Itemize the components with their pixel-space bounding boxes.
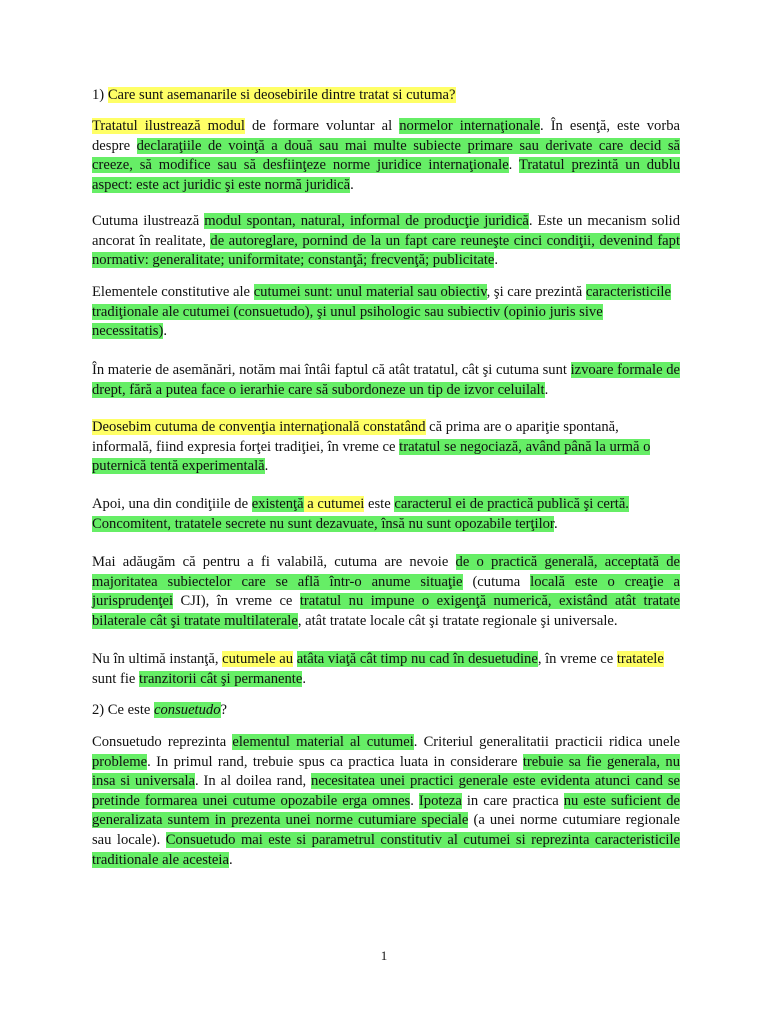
highlight-green: consuetudo [154,702,221,718]
paragraph-cutuma-definition [92,212,680,271]
text-run: Apoi, una din condiţiile de [92,496,252,512]
text-run: . [264,458,269,475]
text-run: . Este un mecanism solid ancorat în realitate, [92,213,680,249]
highlight-yellow: Tratatul ilustrează modul [92,118,245,134]
highlight-green: caracterul ei de practică publică şi certă. Concomitent, tratatele secrete nu sunt dezavuate, însă nu sunt opozabile terţilor [92,496,629,532]
paragraph-differences [92,418,680,477]
paragraph-consuetudo [92,733,680,870]
highlight-green: cutumei sunt: unul material sau obiectiv [253,284,487,300]
text-run: sunt fie [92,670,140,687]
text-run: . În esenţă, este vorba despre [92,118,680,154]
highlight-green: Ipoteza [418,792,462,809]
question-2-heading [92,701,680,721]
highlight-green: declaraţiile de voinţă a două sau mai multe subiecte primare sau derivate care decid să creeze, să modifice sau să desfiinţeze norme juridice internaţionale [92,137,680,174]
highlight-green: necesitatea unei practici generale este evidenta atunci cand se pretinde formarea unei cutume opozabile erga omnes [92,773,680,809]
text-run: Nu în ultimă instanţă, [92,651,223,667]
text-run: , şi care prezintă [486,284,586,300]
paragraph-existence-condition [92,495,680,534]
text-run: , în vreme ce [537,651,617,667]
paragraph-desuetude [92,650,680,689]
highlight-yellow: tratatele [616,651,664,667]
text-run: . [228,851,233,868]
text-run: . [494,252,499,269]
text-run: de formare voluntar al [244,118,400,134]
text-run: . [544,381,549,398]
highlight-green: tranzitorii cât şi permanente [139,670,303,687]
text-run: ? [220,702,227,718]
text-run: 1) [92,87,108,103]
page-number: 1 [380,948,388,963]
question-1-heading [92,86,680,106]
text-run: este [364,496,395,512]
highlight-green: modul spontan, natural, informal de producţie juridică [204,213,529,229]
highlight-green: trebuie sa fie generala, nu insa si universala [92,753,680,790]
text-run: Elementele constitutive ale [92,284,254,300]
highlight-green: de o practică generală, acceptată de majoritatea subiectelor care se află într-o anume situaţie [92,554,680,590]
highlight-green: locală este o creaţie a jurisprudenţei [92,573,680,610]
highlight-green: Tratatul prezintă un dublu aspect: este act juridic şi este normă juridică [92,157,680,193]
highlight-green: normelor internaţionale [399,118,541,134]
text-run: În materie de asemănări, notăm mai întâi faptul că atât tratatul, cât şi cutuma sunt [92,362,571,378]
text-run: că prima are o apariţie spontană, informală, fiind expresia forţei tradiţiei, în vreme ce [92,419,619,455]
text-run: CJI), în vreme ce [173,593,300,610]
text-run: . [508,157,519,174]
text-run: , atât tratate locale cât şi tratate regionale şi universale. [297,612,618,629]
highlight-green: atâta viaţă cât timp nu cad în desuetudine [296,651,538,667]
paragraph-tratat-definition [92,117,680,195]
text-run: 2) Ce este [92,702,155,718]
text-run: (cutuma [462,573,531,590]
text-run: . [553,515,558,532]
highlight-green: elementul material al cutumei [232,734,414,750]
text-run: . [350,176,354,193]
highlight-yellow: Deosebim cutuma de convenţia internaţională constatând [92,419,426,435]
highlight-green: izvoare formale de drept, fără a putea face [92,362,680,398]
text-run: . In al doilea rand, [195,773,312,790]
text-run: Mai adăugăm că pentru a fi valabilă, cutuma are nevoie [92,554,456,570]
text-run: (a unei norme cutumiare regionale sau locale). [92,812,680,848]
paragraph-constitutive-elements [92,283,680,342]
highlight-yellow: a cutumei [303,496,365,512]
highlight-yellow: Care sunt asemanarile si deosebirile dintre tratat si cutuma? [107,87,456,103]
paragraph-similarities [92,361,680,400]
text-run: . [410,792,419,809]
text-run: . [163,323,167,340]
highlight-yellow: cutumele au [222,651,294,667]
text-run: in care practica [461,792,564,809]
highlight-green: de autoreglare, pornind de la un fapt care reuneşte cinci condiţii, devenind fapt normativ: generalitate; uniformitate; constanţă; frecvenţă; publicitate [92,232,681,269]
text-run: Consuetudo reprezinta [92,734,233,750]
highlight-green: existenţă [251,496,304,512]
highlight-green: Consuetudo mai este si parametrul constitutiv al cutumei si reprezinta caracteristicile traditionale ale acesteia [92,831,680,868]
highlight-green: nu este suficient de generalizata suntem in prezenta unei norme cutumiare speciale [92,792,680,829]
text-run: . [302,670,306,687]
highlight-green: caracteristicile tradiţionale ale cutumei (consuetudo), şi unul psihologic sau subiectiv (opinio juris sive necessitatis) [92,284,671,340]
text-run: Cutuma ilustrează [92,213,205,229]
highlight-green: tratatul nu impune o exigenţă numerică, existând atât tratate bilaterale cât şi tratate multilaterale [92,593,680,629]
text-run: . In primul rand, trebuie spus ca practica luata in considerare [147,753,523,770]
highlight-green: o ierarhie care să subordoneze un tip de izvor celuilalt [225,381,545,398]
highlight-green: tratatul se negociază, având până la urmă o puternică tentă experimentală [92,438,651,475]
paragraph-general-practice [92,553,680,631]
highlight-green: probleme [92,753,148,770]
text-run: . Criteriul generalitatii practicii ridica unele [413,734,680,750]
